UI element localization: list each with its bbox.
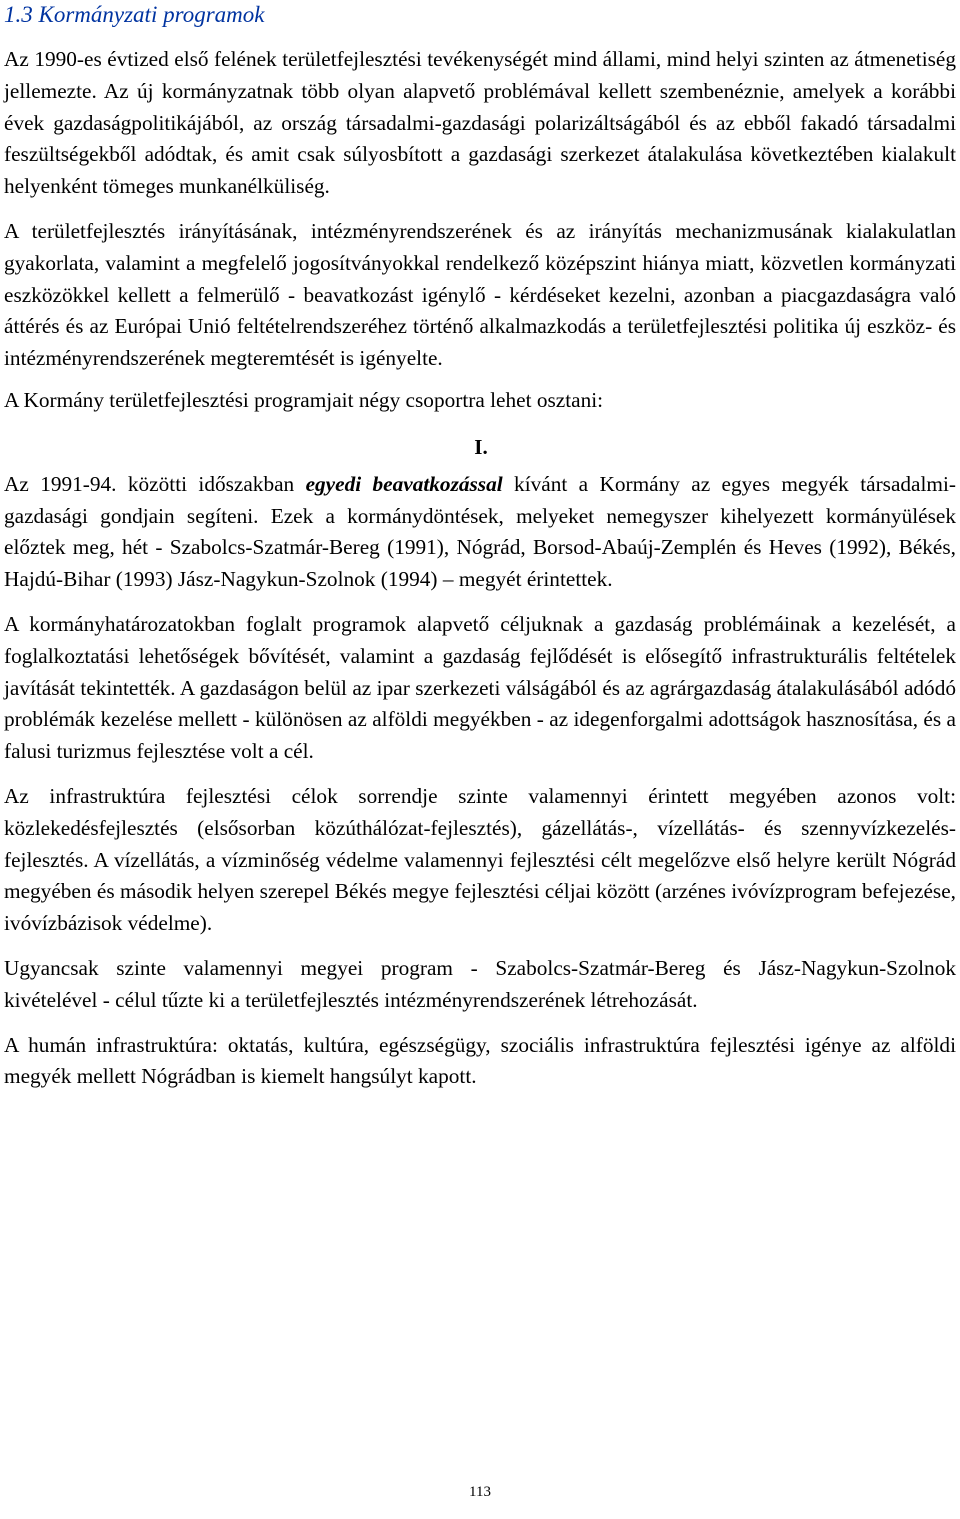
page-number: 113 xyxy=(469,1484,491,1500)
paragraph-individual-intervention xyxy=(4,469,956,596)
paragraph-intro: Az 1990-es évtized első felének területfejlesztési tevékenységét mind állami, mind helyi szinten az átmenetiség jellemezte. Az új kormányzatnak több olyan alapvető problémával kellett szembenéznie, amelyek a korábbi évek gazdaságpolitikájából, az ország társadalmi-gazdasági polarizáltságából és az ebből fakadó társadalmi feszültségekből adódtak, és amit csak súlyosbított a gazdasági szerkezet átalakulása következtében kialakult helyenként tömeges munkanélküliség. xyxy=(4,47,956,199)
paragraph-institutions: Ugyancsak szinte valamennyi megyei program - Szabolcs-Szatmár-Bereg és Jász-Nagykun-Szolnok kivételével - célul tűzte ki a területfejlesztés intézményrendszerének létrehozását. xyxy=(4,955,956,1012)
paragraph-text-after: kívánt a Kormány az egyes megyék társadalmi-gazdasági gondjain segíteni. Ezek a kormánydöntések, melyeket nemegyszer kihelyezett kormányülések előztek meg, hét - Szabolcs-Szatmár-Bereg (1991), Nógrád, Borsod-Abaúj-Zemplén és Heves (1992), Békés, Hajdú-Bihar (1993) Jász-Nagykun-Szolnok (1994) – megyét érintettek. xyxy=(4,471,956,592)
section-title: 1.3 Kormányzati programok xyxy=(4,2,265,27)
paragraph-management: A területfejlesztés irányításának, intézményrendszerének és az irányítás mechanizmusának kialakulatlan gyakorlata, valamint a megfelelő jogosítványokkal rendelkező középszint hiánya miatt, közvetlen kormányzati eszközökkel kellett a felmerülő - beavatkozást igénylő - kérdéseket kezelni, azonban a piacgazdaságra való áttérés és az Európai Unió feltételrendszeréhez történő alkalmazkodás a területfejlesztési politika új eszköz- és intézményrendszerének megteremtését is igényelte. xyxy=(4,218,956,371)
paragraph-program-goals: A kormányhatározatokban foglalt programok alapvető céljuknak a gazdaság problémáinak a kezelését, a foglalkoztatási lehetőségek bővítését, valamint a gazdaság fejlődését is elősegítő infrastrukturális feltételek javítását tekintették. A gazdaságon belül az ipar szerkezeti válságából és az agrárgazdaság átalakulásából adódó problémák kezelése mellett - különösen az alföldi megyékben - az idegenforgalmi adottságok hasznosítása, és a falusi turizmus fejlesztése volt a cél. xyxy=(4,611,956,764)
paragraph-infrastructure: Az infrastruktúra fejlesztési célok sorrendje szinte valamennyi érintett megyében azonos volt: közlekedésfejlesztés (elsősorban közúthálózat-fejlesztés), gázellátás-, vízellátás- és szennyvízkezelés-fejlesztés. A vízellátás, a vízminőség védelme valamennyi fejlesztési célt megelőzve első helyre került Nógrád megyében és második helyen szerepel Békés megye fejlesztési céljai között (arzénes ivóvízprogram befejezése, ivóvízbázisok védelme). xyxy=(4,783,956,936)
paragraph-text-before: Az 1991-94. közötti időszakban xyxy=(4,471,306,496)
paragraph-program-groups: A Kormány területfejlesztési programjait négy csoportra lehet osztani: xyxy=(4,387,604,412)
paragraph-human-infrastructure: A humán infrastruktúra: oktatás, kultúra, egészségügy, szociális infrastruktúra fejlesztési igénye az alföldi megyék mellett Nógrádban is kiemelt hangsúlyt kapott. xyxy=(4,1032,956,1089)
emphasized-phrase: egyedi beavatkozással xyxy=(305,471,503,496)
roman-numeral-heading: I. xyxy=(474,434,488,459)
